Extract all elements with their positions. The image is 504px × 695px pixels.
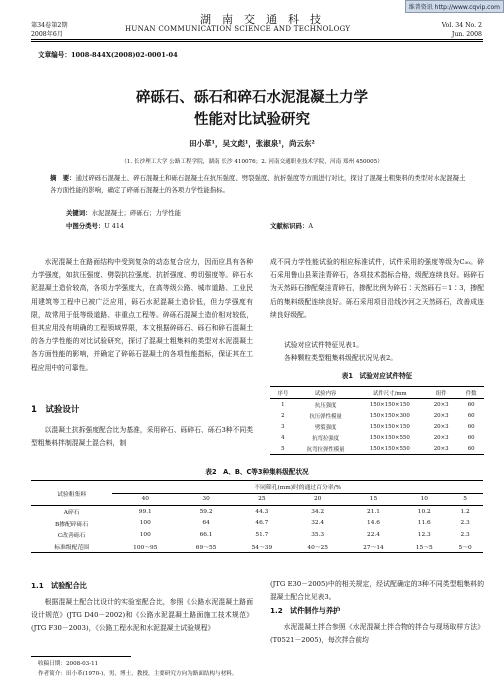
table-cell: 100～95	[133, 544, 158, 551]
intro-paragraph: 水泥混凝土在路面结构中受到复杂的动态复合应力，因而应具有各种力学强度，如抗压强度、劈裂抗拉强度、抗折强度、剪切强度等。碎石水泥混凝土造价较高，各项力学强度大，在高等级公路、城市道路、工业民用建筑等工程中已被广泛应用，砾石水泥混凝土造价低，但力学强度有限，故常用于低等级道路、非重点工程等。碎砾石混凝土造价相对较低，但其应用没有明确的工程领域界限，本文根据碎砾石、砾石和碎石混凝土的各力学性能的对比试验研究，探讨了混凝土粗集料的类型对水泥混凝土各方面性能的影响，并确定了碎砾石混凝土的各项性能指标，保证其在工程应用中的可靠性。	[31, 258, 253, 372]
table-cell: 100	[139, 520, 151, 527]
watermark-link[interactable]: 维普资讯 http://www.cqvip.com	[405, 0, 504, 13]
clc-text: U 414	[104, 222, 124, 230]
table-row	[270, 399, 484, 411]
table-cell: 10.2	[417, 508, 431, 515]
table-cell: 4	[281, 434, 285, 441]
materials-paragraph: 成不同力学性能试验的相应标准试件，试件采用的强度等级为C₃₀。碎石采用鲁山县莱洼青碎石，各项技术指标合格，级配连续良好。砾碎石为天然砾石掺配粲洼青碎石，掺配比例为碎石∶天然砾石＝1∶3，掺配后的集料级配连续良好。砾石采用项目沿线沙河之天然砾石，改善成连续良好级配。	[270, 258, 484, 319]
affiliations: （1. 长沙理工大学 公路工程学院，湖南 长沙 410076；2. 河南交通职业技术学院，河南 郑州 450005）	[121, 159, 383, 165]
table-cell: 60	[467, 423, 475, 430]
table-cell: 60	[467, 412, 475, 419]
table-row	[270, 443, 484, 455]
table-cell: 46.7	[255, 520, 269, 527]
table-cell: 5～0	[458, 544, 472, 551]
table-reference-paragraph: 试验对应试件特征见表1。 各种颗粒类型粗集料级配状况见表2。	[284, 341, 398, 363]
table2-caption: 表2 A、B、C等3种集料级配状况	[205, 468, 309, 476]
table-cell: 15～5	[415, 544, 433, 551]
specimen-paragraph: 水泥混凝土拌合参照《水泥混凝土拌合物的拌合与现场取样方法》(T0521－2005)，每次拌合前均	[270, 623, 484, 645]
table-cell: 99.1	[138, 508, 152, 515]
table-row	[31, 529, 483, 541]
table2-sieve-cell: 10	[420, 496, 428, 503]
table2-sieve-cell: 25	[258, 496, 266, 503]
paper-title-line2: 性能对比试验研究	[194, 112, 310, 128]
table-cell: A碎石	[63, 510, 80, 517]
table-cell: 66.1	[199, 531, 213, 538]
date-en: Jun. 2008	[451, 31, 482, 38]
table-cell: 抗弯拉弹性模量	[306, 446, 345, 453]
keywords-text: 水泥混凝土；碎砾石；力学性能	[91, 209, 182, 217]
journal-title-cn: 湖南交通科技	[200, 13, 332, 26]
volume-en: Vol. 34 No. 2	[441, 22, 482, 29]
table-cell: 27～14	[363, 544, 384, 551]
document-code	[270, 221, 313, 230]
header-rule	[31, 39, 483, 40]
volume-cn: 第34卷第2期	[31, 22, 68, 29]
table2-row-header: 试验粗集料	[31, 481, 112, 506]
table-cell: 1.2	[460, 508, 470, 515]
table2	[31, 480, 483, 553]
table-cell: 150×150×300	[369, 412, 410, 419]
table-cell: 标准级配范围	[54, 544, 90, 551]
table-cell: 44.3	[255, 508, 269, 515]
table-cell: 抗弯拉强度	[312, 435, 340, 442]
table-cell: 60	[467, 401, 475, 408]
table-cell: 抗压弹性模量	[309, 413, 342, 420]
table2-sieve-cell: 30	[202, 496, 210, 503]
table-cell: 59.2	[199, 508, 213, 515]
table-cell: 69～55	[195, 544, 217, 551]
table-cell: 20×3	[433, 401, 449, 408]
table-cell: 3	[281, 423, 285, 430]
table2-header-row	[31, 481, 483, 494]
table-cell: 5	[281, 445, 285, 452]
table-row	[270, 432, 484, 443]
keywords	[66, 208, 181, 217]
table-cell: 60	[467, 445, 475, 452]
table-cell: 1	[281, 401, 285, 408]
article-number: 文章编号：1008-844X(2008)02-0001-04	[38, 51, 178, 59]
table1	[270, 386, 484, 455]
table-cell: 35.3	[311, 531, 325, 538]
clc-number	[66, 221, 124, 230]
paper-title-line1: 碎砾石、砾石和碎石水泥混凝土力学	[136, 90, 368, 106]
table-cell: 2.3	[460, 520, 470, 527]
authors: 田小革¹，吴文彪¹，张淑泉¹，尚云东²	[189, 139, 315, 148]
table1-header-cell: 序号	[277, 390, 289, 397]
table-row	[31, 518, 483, 530]
table1-caption: 表1 试验对应试件特征	[341, 372, 413, 380]
footnote	[38, 659, 238, 679]
table-cell: 21.1	[367, 508, 380, 515]
clc-label: 中图分类号：	[66, 222, 105, 230]
section-heading-1: 1 试验设计	[31, 405, 80, 415]
table-cell: 54～39	[251, 544, 273, 551]
table2-sieve-cell: 20	[313, 496, 322, 503]
table2-sieve-cell: 40	[141, 496, 149, 503]
abstract-label: 摘 要：	[50, 174, 76, 182]
table-cell: B掺配碎砾石	[55, 521, 89, 528]
table2-span-header: 不同筛孔(mm)时的通过百分率/%	[112, 481, 483, 494]
table-cell: 劈裂强度	[314, 424, 337, 431]
doc-code-text: A	[308, 222, 313, 230]
table-cell: 150×150×150	[369, 423, 410, 430]
table-cell: 14.6	[367, 520, 380, 527]
table1-header-cell: 件数	[465, 390, 477, 397]
journal-title-en: HUNAN COMMUNICATION SCIENCE AND TECHNOLOGY	[125, 25, 351, 33]
section1-paragraph: 以混凝土抗拆强度配合比为基准，采用碎石、砾碎石、砾石3种不同类型粗集料拌制混凝土混合料，制	[31, 426, 253, 448]
mix-design-paragraph: 根据混凝土配合比设计的实验室配合比，参照《公路水泥混凝土路面设计规范》(JTG D40－2002)和《公路水泥混凝土路面施工技术规范》(JTG F30－2003)，《公路工程水泥和水泥混凝土试验规程》	[31, 598, 253, 633]
table-cell: 抗压强度	[314, 402, 337, 409]
section-heading-1-2: 1.2 试件制作与养护	[270, 606, 341, 615]
table2-sieve-cell: 15	[369, 496, 378, 503]
table-cell: 20×3	[433, 412, 449, 419]
keywords-label: 关键词：	[66, 209, 92, 217]
mix-design-continued: (JTG E30－2005)中的相关规定，经试配确定的3种不同类型粗集料的混凝土配合比见表3。	[270, 580, 484, 602]
table-cell: 150×150×550	[369, 434, 410, 441]
table-cell: 51.7	[255, 531, 269, 538]
abstract	[50, 172, 470, 196]
table-row	[270, 421, 484, 432]
table1-header-cell: 试件尺寸/mm	[373, 390, 407, 397]
table-cell: 20×3	[433, 445, 449, 452]
table-cell: 34.2	[311, 508, 325, 515]
table-cell: 40～25	[307, 544, 328, 551]
doc-code-label: 文献标识码：	[270, 222, 309, 230]
table-cell: 2.3	[460, 531, 470, 538]
table-cell: C改善砾石	[57, 533, 86, 540]
table-cell: 64	[202, 520, 210, 527]
table-cell: 100	[139, 531, 151, 538]
table-cell: 2	[281, 412, 285, 419]
table-cell: 20×3	[433, 434, 449, 441]
author-bio: 作者简介：田小革(1970-)，男，博士，教授，主要研究方向为路面结构与材料。	[38, 671, 238, 677]
table-row	[31, 506, 483, 518]
date-cn: 2008年6月	[31, 31, 64, 38]
footnote-rule	[31, 656, 131, 657]
table-cell: 150×150×550	[369, 445, 410, 452]
table-cell: 32.4	[311, 520, 325, 527]
abstract-text: 通过碎砾石混凝土、碎石混凝土和砾石混凝土在抗压强度、劈裂强度、抗折强度等方面进行对比，探讨了混凝土粗集料的类型对水泥混凝土各方面性能的影响，确定了碎砾石混凝土的各项力学性能指标。	[50, 174, 466, 194]
table-row	[31, 541, 483, 553]
table2-sieve-cell: 5	[463, 496, 467, 503]
section-heading-1-1: 1.1 试验配合比	[31, 581, 87, 590]
table-row	[270, 410, 484, 421]
table-cell: 150×150×150	[369, 401, 410, 408]
table-cell: 11.6	[417, 520, 431, 527]
table1-header-cell: 试验内容	[314, 390, 337, 397]
table-cell: 12.3	[417, 531, 431, 538]
table1-header-row	[270, 387, 484, 399]
received-date: 收稿日期：2008-03-11	[38, 661, 99, 667]
table-cell: 60	[467, 434, 475, 441]
table-cell: 22.4	[367, 531, 380, 538]
table1-header-cell: 组件	[435, 390, 447, 397]
table-cell: 20×3	[433, 423, 449, 430]
header-rule-thin	[31, 41, 483, 42]
